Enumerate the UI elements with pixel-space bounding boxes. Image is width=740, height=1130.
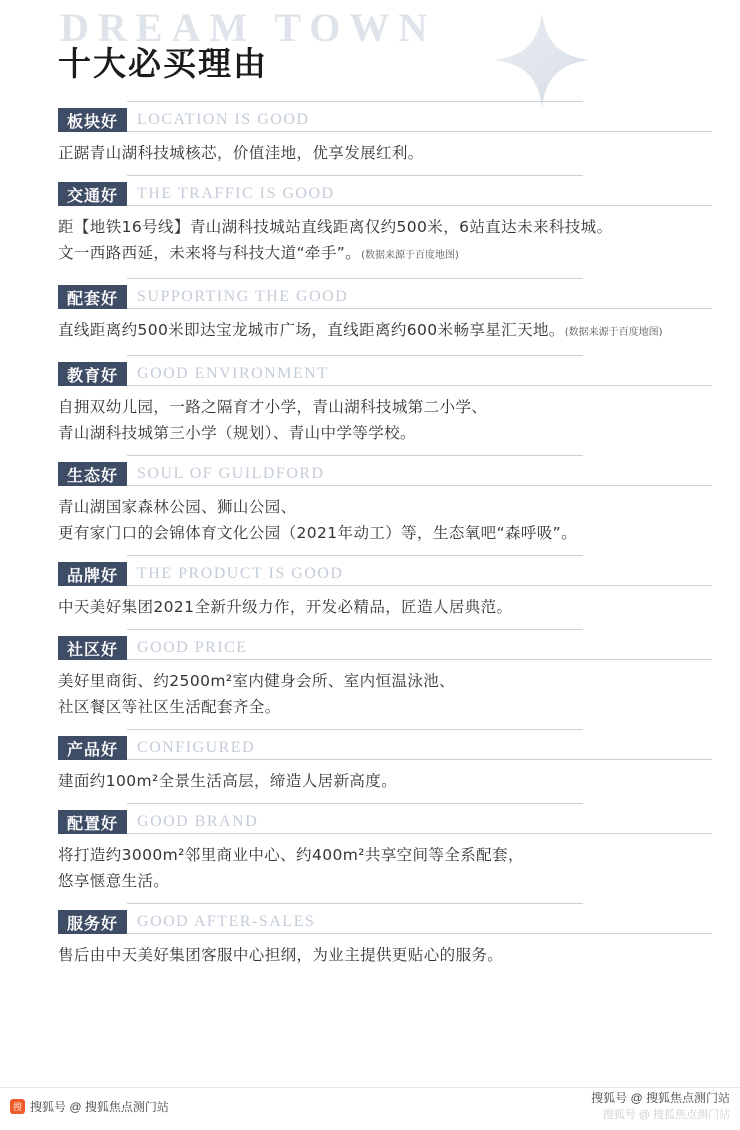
reason-en-wrap xyxy=(127,285,712,309)
reason-section xyxy=(28,462,712,546)
reason-heading xyxy=(58,285,712,309)
reason-body xyxy=(58,768,712,794)
reason-en-wrap xyxy=(127,810,712,834)
reason-body xyxy=(58,842,712,894)
reason-heading xyxy=(58,910,712,934)
reason-en-wrap xyxy=(127,636,712,660)
reason-line: 将打造约3000m²邻里商业中心、约400m²共享空间等全系配套， xyxy=(58,846,524,864)
reason-section xyxy=(28,736,712,794)
reason-heading xyxy=(58,636,712,660)
reason-heading xyxy=(58,362,712,386)
reason-en-label: GOOD PRICE xyxy=(137,638,248,656)
reason-line: 文一西路西延，未来将与科技大道“牵手”。 xyxy=(58,244,362,262)
reason-line: 青山湖国家森林公园、狮山公园、 xyxy=(58,498,297,516)
reason-section xyxy=(28,810,712,894)
four-point-star-icon xyxy=(494,12,590,108)
reason-body xyxy=(58,942,712,968)
reason-badge: 品牌好 xyxy=(58,562,127,586)
reason-note: (数据来源于百度地图) xyxy=(564,327,663,338)
reason-section xyxy=(28,108,712,166)
reason-en-label: SUPPORTING THE GOOD xyxy=(137,287,349,305)
reason-body xyxy=(58,594,712,620)
footer-left xyxy=(10,1098,169,1115)
reason-section xyxy=(28,182,712,269)
reason-line: 中天美好集团2021全新升级力作，开发必精品，匠造人居典范。 xyxy=(58,598,513,616)
reason-en-label: GOOD ENVIRONMENT xyxy=(137,364,329,382)
reason-en-wrap xyxy=(127,182,712,206)
reason-line: 自拥双幼儿园，一路之隔育才小学，青山湖科技城第二小学、 xyxy=(58,398,488,416)
reason-line: 更有家门口的会锦体育文化公园（2021年动工）等，生态氧吧“森呼吸”。 xyxy=(58,524,578,542)
reason-en-label: GOOD BRAND xyxy=(137,812,259,830)
reason-badge: 交通好 xyxy=(58,182,127,206)
footer-right-line-2: 搜狐号 @ 搜狐焦点测门站 xyxy=(602,1109,730,1121)
reason-line: 售后由中天美好集团客服中心担纲，为业主提供更贴心的服务。 xyxy=(58,946,504,964)
reason-body xyxy=(58,394,712,446)
footer-right xyxy=(591,1090,730,1124)
reason-en-wrap xyxy=(127,562,712,586)
reason-section xyxy=(28,362,712,446)
reason-heading xyxy=(58,562,712,586)
reason-heading xyxy=(58,810,712,834)
reason-note: (数据来源于百度地图) xyxy=(361,250,459,261)
reason-heading xyxy=(58,182,712,206)
reason-en-wrap xyxy=(127,462,712,486)
page-header xyxy=(28,0,712,108)
reason-section xyxy=(28,285,712,346)
reason-line: 建面约100m²全景生活高层，缔造人居新高度。 xyxy=(58,772,398,790)
footer-right-line-1: 搜狐号 @ 搜狐焦点测门站 xyxy=(591,1091,730,1105)
reason-line: 社区餐区等社区生活配套齐全。 xyxy=(58,698,281,716)
reason-heading xyxy=(58,108,712,132)
reason-line-wrap xyxy=(58,317,712,346)
reason-line: 美好里商街、约2500m²室内健身会所、室内恒温泳池、 xyxy=(58,672,456,690)
reason-section xyxy=(28,562,712,620)
reason-heading xyxy=(58,462,712,486)
reason-line: 正踞青山湖科技城核芯，价值洼地，优享发展红利。 xyxy=(58,144,424,162)
reason-badge: 服务好 xyxy=(58,910,127,934)
reason-en-label: THE TRAFFIC IS GOOD xyxy=(137,184,335,202)
reason-body xyxy=(58,140,712,166)
reason-body xyxy=(58,494,712,546)
reason-en-label: GOOD AFTER-SALES xyxy=(137,912,316,930)
reason-en-label: SOUL OF GUILDFORD xyxy=(137,464,325,482)
reason-en-wrap xyxy=(127,108,712,132)
reason-en-wrap xyxy=(127,362,712,386)
reason-body xyxy=(58,317,712,346)
reason-badge: 教育好 xyxy=(58,362,127,386)
reason-badge: 生态好 xyxy=(58,462,127,486)
reason-body xyxy=(58,214,712,269)
reason-en-label: THE PRODUCT IS GOOD xyxy=(137,564,344,582)
reason-en-label: LOCATION IS GOOD xyxy=(137,110,310,128)
reason-en-label: CONFIGURED xyxy=(137,738,256,756)
watermark-title: DREAM TOWN xyxy=(60,5,437,50)
sohu-logo-icon: 搜 xyxy=(10,1099,25,1114)
reason-heading xyxy=(58,736,712,760)
reason-section xyxy=(28,636,712,720)
reason-badge: 配置好 xyxy=(58,810,127,834)
footer-left-label: 搜狐号 @ 搜狐焦点测门站 xyxy=(30,1100,169,1114)
reason-badge: 配套好 xyxy=(58,285,127,309)
page-footer xyxy=(0,1087,740,1130)
reason-line: 距【地铁16号线】青山湖科技城站直线距离仅约500米，6站直达未来科技城。 xyxy=(58,218,613,236)
reason-line-wrap xyxy=(58,240,712,269)
reason-badge: 产品好 xyxy=(58,736,127,760)
reason-body xyxy=(58,668,712,720)
reason-line: 直线距离约500米即达宝龙城市广场，直线距离约600米畅享星汇天地。 xyxy=(58,321,565,339)
page-title: 十大必买理由 xyxy=(58,44,268,83)
reason-badge: 社区好 xyxy=(58,636,127,660)
reason-en-wrap xyxy=(127,736,712,760)
reason-line: 悠享惬意生活。 xyxy=(58,872,170,890)
reason-line: 青山湖科技城第三小学（规划）、青山中学等学校。 xyxy=(58,424,416,442)
reason-section xyxy=(28,910,712,968)
reason-en-wrap xyxy=(127,910,712,934)
reason-badge: 板块好 xyxy=(58,108,127,132)
